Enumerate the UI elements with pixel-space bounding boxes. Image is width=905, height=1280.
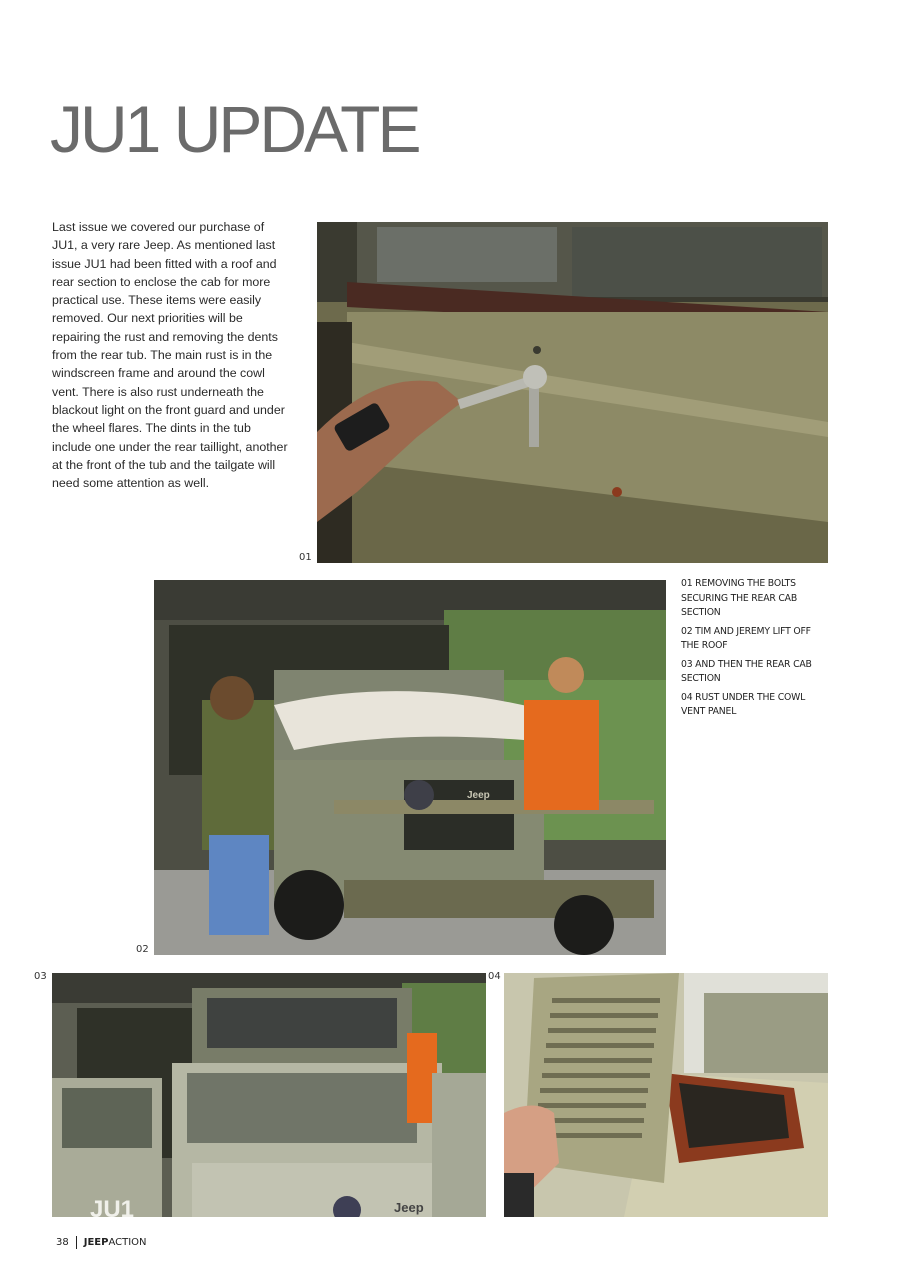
page-footer	[56, 1236, 147, 1249]
magazine-brand-rest: ACTION	[108, 1237, 147, 1248]
photo-number-02: 02	[136, 944, 149, 955]
photo-number-01: 01	[299, 552, 312, 563]
caption-03: 03 AND THEN THE REAR CAB SECTION	[681, 658, 812, 684]
magazine-brand-bold: JEEP	[83, 1237, 109, 1248]
photo-04-cowl-rust	[504, 973, 828, 1217]
grille-badge: Jeep	[467, 790, 490, 801]
door-plate: JU1	[90, 1196, 135, 1217]
photo-02-roof-lift	[154, 580, 666, 955]
page-number: 38	[56, 1237, 69, 1248]
photo-01-bolts	[317, 222, 828, 563]
caption-04: 04 RUST UNDER THE COWL VENT PANEL	[681, 691, 806, 717]
caption-01: 01 REMOVING THE BOLTS SECURING THE REAR CAB SECTION	[681, 578, 798, 618]
photo-number-03: 03	[34, 971, 47, 982]
page-title: JU1 UPDATE	[50, 92, 419, 166]
photo-number-04: 04	[488, 971, 501, 982]
photo-03-rear-cab	[52, 973, 486, 1217]
article-body: Last issue we covered our purchase of JU1, a very rare Jeep. As mentioned last issue JU1 had been fitted with a roof and rear section to enclose the cab for more practical use. These items were easily removed. Our next priorities will be repairing the rust and removing the dents from the rear tub. The main rust is in the windscreen frame and around the cowl vent. There is also rust underneath the blackout light on the front guard and under the wheel flares. The dints in the tub include one under the rear taillight, another at the front of the tub and the tailgate will need some attention as well.	[52, 220, 288, 491]
footer-divider	[76, 1236, 77, 1249]
grille-badge: Jeep	[394, 1200, 424, 1215]
caption-02: 02 TIM AND JEREMY LIFT OFF THE ROOF	[681, 625, 811, 651]
photo-captions	[681, 577, 831, 724]
